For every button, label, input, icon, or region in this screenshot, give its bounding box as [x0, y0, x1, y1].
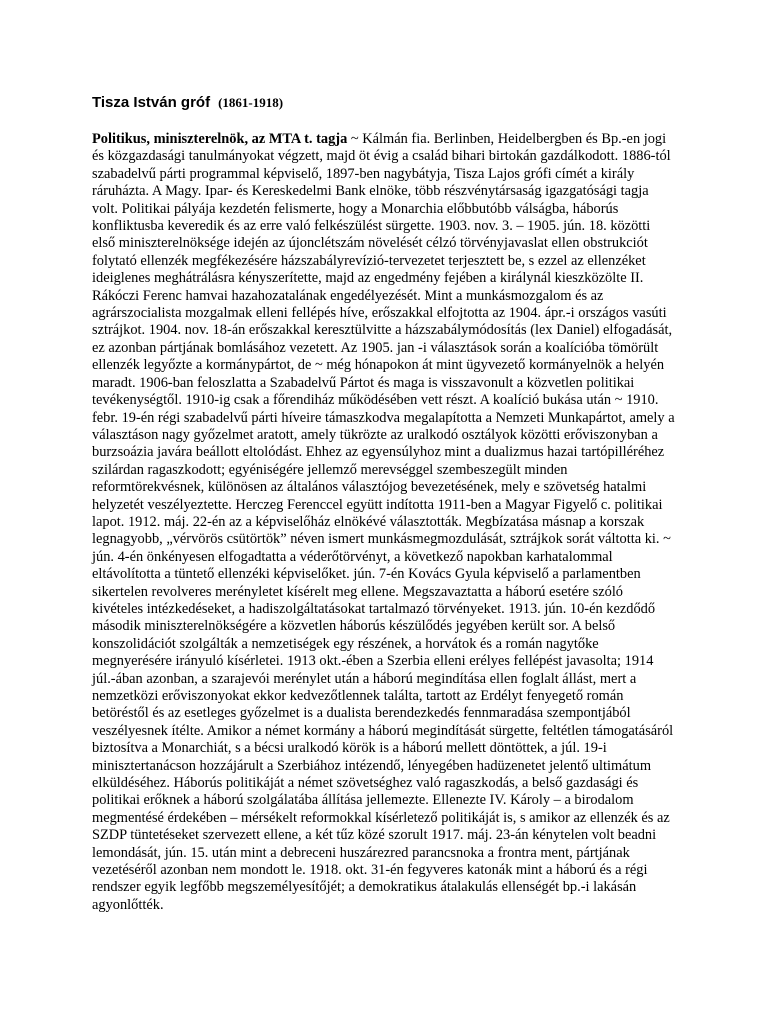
document-page: [92, 85, 676, 914]
body-text: ~ Kálmán fia. Berlinben, Heidelbergben és Bp.-en jogi és közgazdasági tanulmányokat végzett, majd öt évig a család bihari birtokán gazdálkodott. 1886-tól szabadelvű párti programmal képviselő, 1897-ben nagybátyja, Tisza Lajos grófi címét a király ráruházta. A Magy. Ipar- és Kereskedelmi Bank elnöke, több részvénytársaság igazgatósági tagja volt. Politikai pályája kezdetén felismerte, hogy a Monarchia előbbutóbb válságba, háborús konfliktusba keveredik és az erre való felkészülést sürgette. 1903. nov. 3. – 1905. jún. 18. közötti első miniszterelnöksége idején az újonclétszám növelését célzó törvényjavaslat ellen obstrukciót folytató ellenzék megfékezésére házszabályrevízió-tervezetet terjesztett be, s ezzel az ellenzéket ideiglenes meghátrálásra kényszerítette, majd az engedmény fejében a királynál kieszközölte II. Rákóczi Ferenc hamvai hazahozatalának engedélyezését. Mint a munkásmozgalom és az agrárszocialista mozgalmak elleni fellépés híve, erőszakkal elfojtotta az 1904. ápr.-i országos vasúti sztrájkot. 1904. nov. 18-án erőszakkal keresztülvitte a házszabálymódosítás (lex Daniel) elfogadását, ez azonban pártjának bomlásához vezetett. Az 1905. jan -i választások során a koalícióba tömörült ellenzék legyőzte a kormánypártot, de ~ még hónapokon át mint ügyvezető kormányelnök a helyén maradt. 1906-ban feloszlatta a Szabadelvű Pártot és maga is visszavonult a közvetlen politikai tevékenységtől. 1910-ig csak a főrendiház működésében vett részt. A koalíció bukása után ~ 1910. febr. 19-én régi szabadelvű párti híveire támaszkodva megalapította a Nemzeti Munkapártot, amely a választáson nagy győzelmet aratott, amely tükrözte az uralkodó osztályok közötti erőviszonyban a burzsoázia javára beállott eltolódást. Ehhez az egyensúlyhoz mint a dualizmus hazai tartópilléréhez szilárdan ragaszkodott; egyéniségére jellemző merevséggel szembeszegült minden reformtörekvésnek, különösen az általános választójog bevezetésének, mely e szövetség hatalmi helyzetét veszélyeztette. Herczeg Ferenccel együtt indította 1911-ben a Magyar Figyelő c. politikai lapot. 1912. máj. 22-én az a képviselőház elnökévé választották. Megbízatása másnap a korszak legnagyobb, „vérvörös csütörtök” néven ismert munkásmegmozdulását, sztrájkok sorát váltotta ki. ~ jún. 4-én önkényesen elfogadtatta a véderőtörvényt, a következő napokban karhatalommal eltávolította a tüntető ellenzéki képviselőket. jún. 7-én Kovács Gyula képviselő a parlamentben sikertelen revolveres merényletet kísérelt meg ellene. Megszavaztatta a háború esetére szóló kivételes intézkedéseket, a hadiszolgáltatásokat tartalmazó törvényeket. 1913. jún. 10-én kezdődő második miniszterelnökségére a közvetlen háborús készülődés jegyében került sor. A belső konszolidációt szolgálták a nemzetiségek egy részének, a horvátok és a román nagytőke megnyerésére irányuló kísérletei. 1913 okt.-ében a Szerbia elleni erélyes fellépést javasolta; 1914 júl.-ában azonban, a szarajevói merénylet után a háború megindítása ellen foglalt állást, mert a nemzetközi erőviszonyokat ekkor kedvezőtlennek találta, tartott az Erdélyt fenyegető román betöréstől és az esetleges győzelmet is a dualista berendezkedés fennmaradása szempontjából veszélyesnek ítélte. Amikor a német kormány a háború megindítását sürgette, feltétlen támogatásáról biztosítva a Monarchiát, s a bécsi uralkodó körök is a háború mellett döntöttek, a júl. 19-i minisztertanácson hozzájárult a Szerbiához intézendő, lényegében hadüzenetet jelentő ultimátum elküldéséhez. Háborús politikáját a német szövetséghez való ragaszkodás, a belső gazdasági és politikai erőknek a háború szolgálatába állítása jellemezte. Ellenezte IV. Károly – a birodalom megmentésé érdekében – mérsékelt reformokkal kísérletező politikáját is, s amikor az ellenzék és az SZDP tüntetéseket szervezett ellene, a két tűz közé szorult 1917. máj. 23-án kénytelen volt beadni lemondását, jún. 15. után mint a debreceni huszárezred parancsnoka a frontra ment, pártjának vezetéséről azonban nem mondott le. 1918. okt. 31-én fegyveres katonák mint a háború és a régi rendszer egyik legfőbb megszemélyesítőjét; a demokratikus átalakulás ellenségét bp.-i lakásán agyonlőtték.: [92, 131, 675, 913]
title-name: Tisza István gróf: [92, 94, 211, 111]
body-paragraph: [92, 131, 676, 914]
title-dates: (1861-1918): [218, 95, 284, 110]
document-title: [92, 85, 676, 114]
lead-text: Politikus, miniszterelnök, az MTA t. tagja: [92, 131, 348, 147]
